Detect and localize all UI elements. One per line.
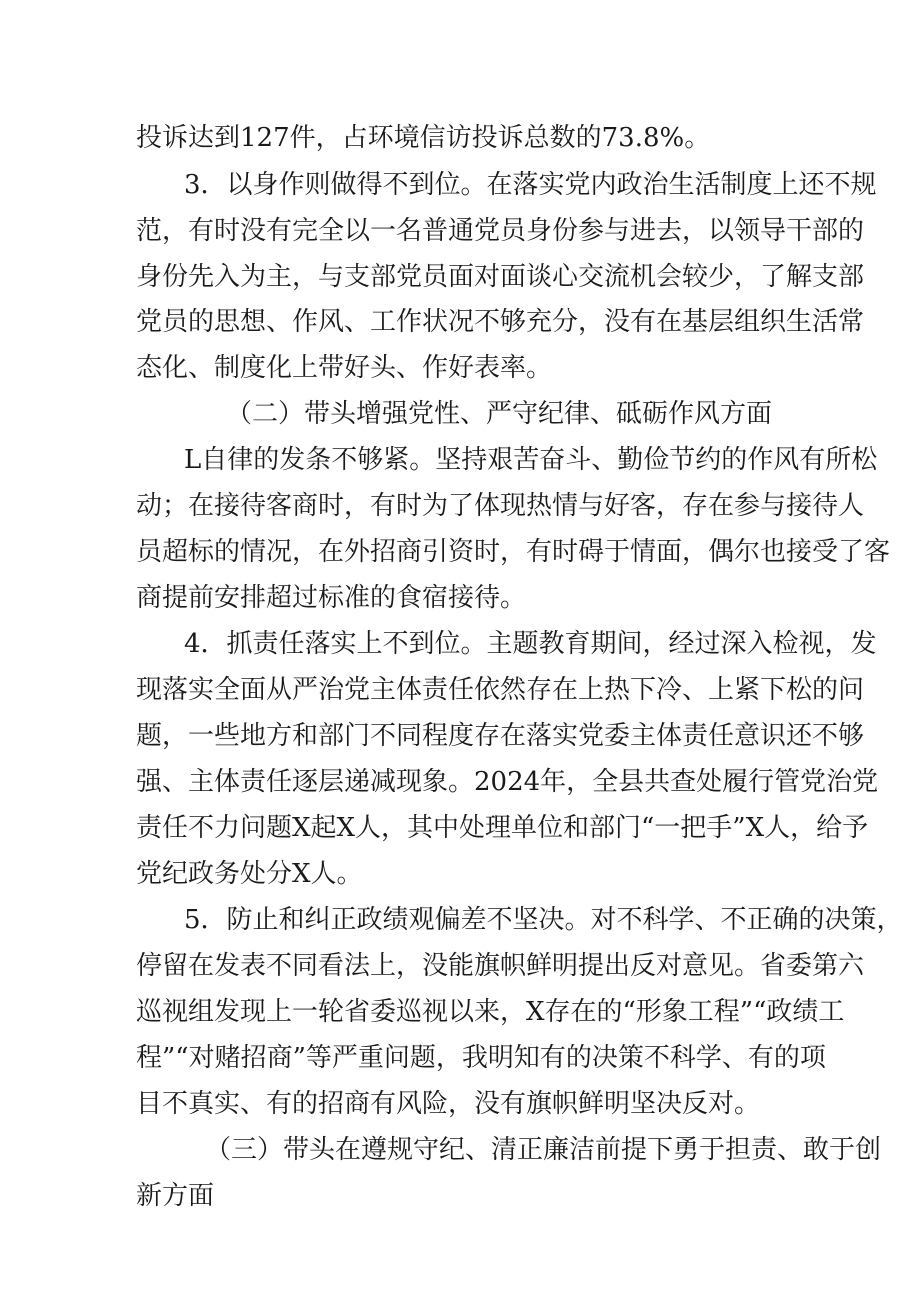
body-text-line: 员超标的情况，在外招商引资时，有时碍于情面，偶尔也接受了客 — [136, 537, 891, 567]
body-text-line: 现落实全面从严治党主体责任依然存在上热下冷、上紧下松的问 — [136, 675, 865, 705]
section-2-heading: （二）带头增强党性、严守纪律、砥砺作风方面 — [226, 399, 773, 429]
item-3-heading-line: 3．以身作则做得不到位。在落实党内政治生活制度上还不规 — [184, 170, 877, 200]
section-3-heading: （三）带头在遵规守纪、清正廉洁前提下勇于担责、敢于创 — [205, 1135, 882, 1165]
body-text-line: 身份先入为主，与支部党员面对面谈心交流机会较少，了解支部 — [136, 262, 865, 292]
body-text-line: 程”“对赌招商”等严重问题，我明知有的决策不科学、有的项 — [136, 1043, 826, 1073]
body-text-line: 责任不力问题X起X人，其中处理单位和部门“一把手”X人，给予 — [136, 813, 869, 843]
body-text-line: 题，一些地方和部门不同程度存在落实党委主体责任意识还不够 — [136, 721, 865, 751]
body-text-line: 范，有时没有完全以一名普通党员身份参与进去，以领导干部的 — [136, 216, 865, 246]
body-text-line: 停留在发表不同看法上，没能旗帜鲜明提出反对意见。省委第六 — [136, 951, 865, 981]
body-text-line: 商提前安排超过标准的食宿接待。 — [136, 583, 527, 613]
item-4-heading-line: 4．抓责任落实上不到位。主题教育期间，经过深入检视，发 — [184, 629, 877, 659]
section-3-heading-continued: 新方面 — [136, 1181, 215, 1211]
item-5-heading-line: 5．防止和纠正政绩观偏差不坚决。对不科学、不正确的决策， — [184, 905, 903, 935]
body-text-line: 强、主体责任逐层递减现象。2024年，全县共查处履行管党治党 — [136, 767, 879, 797]
body-text-line: 态化、制度化上带好头、作好表率。 — [136, 353, 553, 383]
body-text-line: 党员的思想、作风、工作状况不够充分，没有在基层组织生活常 — [136, 307, 865, 337]
body-text-line: 目不真实、有的招商有风险，没有旗帜鲜明坚决反对。 — [136, 1089, 761, 1119]
body-text-line: 党纪政务处分X人。 — [136, 859, 363, 889]
item-1-heading-line: L自律的发条不够紧。坚持艰苦奋斗、勤俭节约的作风有所松 — [184, 445, 878, 475]
body-text-line: 投诉达到127件，占环境信访投诉总数的73.8%。 — [136, 123, 711, 153]
body-text-line: 巡视组发现上一轮省委巡视以来，X存在的“形象工程”“政绩工 — [136, 997, 845, 1027]
body-text-line: 动；在接待客商时，有时为了体现热情与好客，存在参与接待人 — [136, 491, 865, 521]
